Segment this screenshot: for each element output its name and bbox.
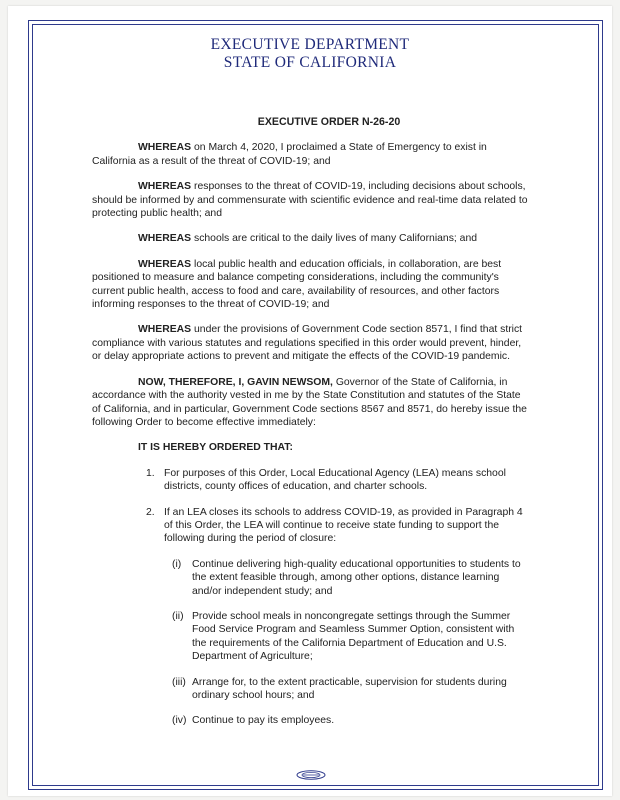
ordered-heading: IT IS HEREBY ORDERED THAT: xyxy=(138,442,293,454)
whereas-text: schools are critical to the daily lives of many Californians; and xyxy=(191,233,477,245)
whereas-lead: WHEREAS xyxy=(138,258,192,270)
order-item xyxy=(92,467,530,494)
now-therefore-paragraph xyxy=(92,376,530,430)
whereas-paragraph xyxy=(92,180,530,220)
order-subitem-number: (i) xyxy=(172,558,182,570)
order-subitem xyxy=(92,714,530,727)
order-item-text: If an LEA closes its schools to address COVID-19, as provided in Paragraph 4 of this Order, the LEA will continue to receive state funding to support the following during the period of closure: xyxy=(164,506,523,545)
now-therefore-lead: NOW, THEREFORE, I, GAVIN NEWSOM, xyxy=(138,376,333,388)
order-title: EXECUTIVE ORDER N-26-20 xyxy=(257,116,401,128)
order-subitem-number: (ii) xyxy=(172,610,184,622)
letterhead-department: EXECUTIVE DEPARTMENT xyxy=(210,36,410,53)
document-page xyxy=(8,6,612,796)
order-subitem-text: Provide school meals in noncongregate settings through the Summer Food Service Program and Seamless Summer Option, consistent with the requirements of the California Department of Education and U.S. Department of Agriculture; xyxy=(192,610,515,663)
order-subitem-text: Arrange for, to the extent practicable, supervision for students during ordinary school hours; and xyxy=(192,676,507,701)
whereas-paragraph xyxy=(92,232,530,245)
letterhead-state: STATE OF CALIFORNIA xyxy=(223,54,397,71)
whereas-text: local public health and education officials, in collaboration, are best positioned to measure and balance competing considerations, including the community's current public health, access to food and care, availability of resources, and other factors informing responses to the threat of COVID-19; and xyxy=(92,258,502,311)
whereas-text: responses to the threat of COVID-19, including decisions about schools, should be informed by and commensurate with scientific evidence and real-time data related to protecting public health; and xyxy=(92,181,528,220)
order-subitem xyxy=(92,558,530,598)
whereas-text: under the provisions of Government Code section 8571, I find that strict compliance with various statutes and regulations specified in this order would prevent, hinder, or delay appropriate actions to prevent and mitigate the effects of the COVID-19 pandemic. xyxy=(92,324,523,363)
order-item xyxy=(92,506,530,546)
order-subitem-text: Continue to pay its employees. xyxy=(192,715,335,727)
order-subitem-text: Continue delivering high-quality educational opportunities to students to the extent feasible through, among other options, distance learning and/or independent study; and xyxy=(192,558,521,597)
order-subitem-number: (iii) xyxy=(172,676,186,688)
order-subitem xyxy=(92,610,530,664)
whereas-text: on March 4, 2020, I proclaimed a State of Emergency to exist in California as a result of the threat of COVID-19; and xyxy=(92,142,487,167)
whereas-lead: WHEREAS xyxy=(138,324,192,336)
order-subitem xyxy=(92,676,530,703)
letterhead xyxy=(8,36,612,72)
order-item-number: 2. xyxy=(146,506,155,518)
now-therefore-text: Governor of the State of California, in accordance with the authority vested in me by the State Constitution and statutes of the State of California, and in particular, Government Code sections 8567 and 8571, do hereby issue the following Order to become effective immediately: xyxy=(92,376,527,428)
whereas-paragraph xyxy=(92,141,530,168)
order-item-number: 1. xyxy=(146,467,155,479)
whereas-paragraph xyxy=(92,323,530,363)
whereas-lead: WHEREAS xyxy=(138,233,192,245)
state-seal-icon xyxy=(296,770,326,780)
order-item-text: For purposes of this Order, Local Educational Agency (LEA) means school districts, county offices of education, and charter schools. xyxy=(164,467,506,493)
order-subitem-number: (iv) xyxy=(172,715,187,727)
whereas-lead: WHEREAS xyxy=(138,142,192,154)
whereas-lead: WHEREAS xyxy=(138,181,192,193)
whereas-paragraph xyxy=(92,258,530,312)
order-body xyxy=(92,116,530,740)
